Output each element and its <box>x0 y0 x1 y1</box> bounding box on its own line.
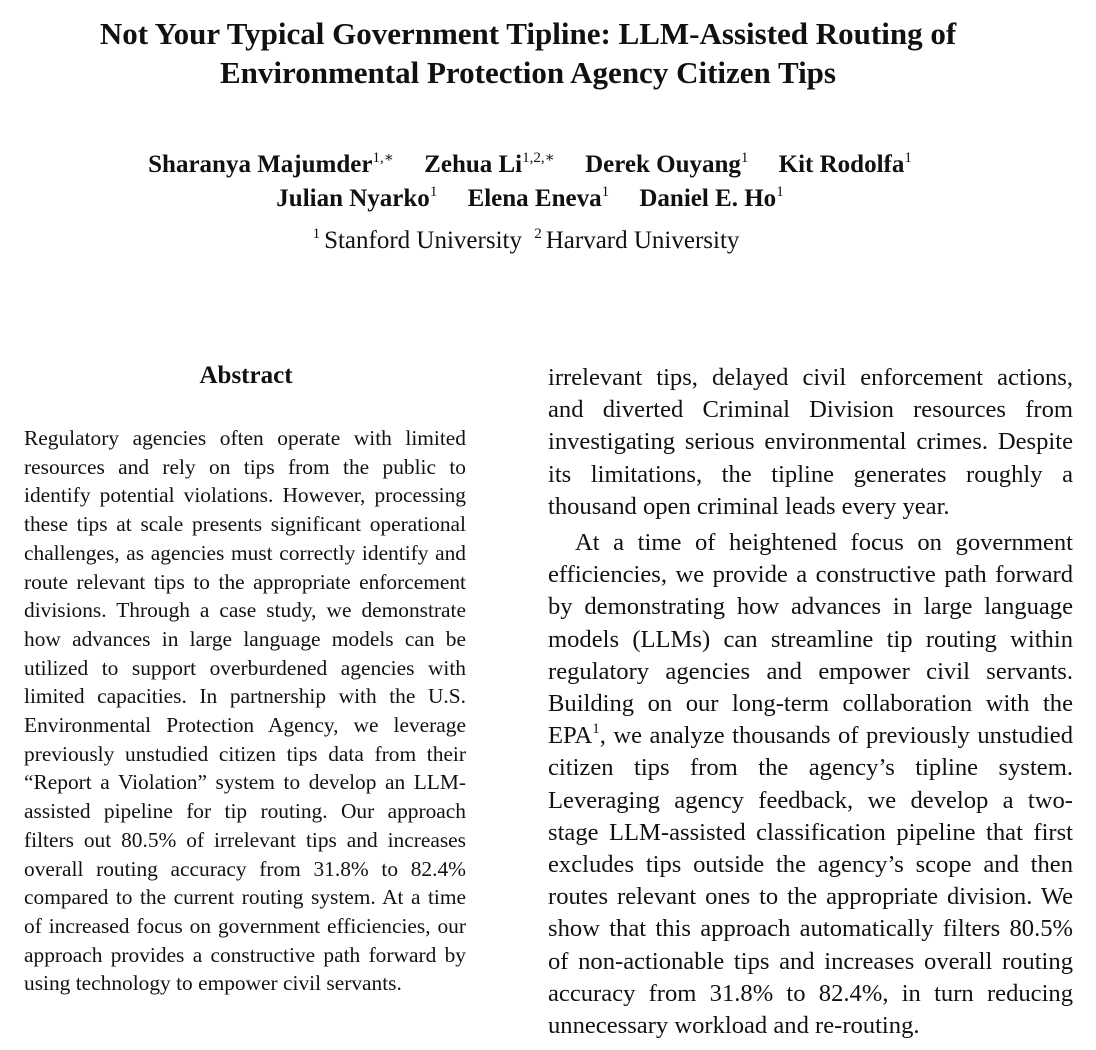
introduction-column <box>548 362 1073 1042</box>
author-affiliation-mark: 1 <box>776 184 784 200</box>
author-row-1 <box>0 148 1060 182</box>
affiliation: $^1$ Stanford University <box>312 226 522 254</box>
author: Sharanya Majumder$^{1,∗}$ <box>148 150 394 178</box>
paper-title <box>0 14 1056 92</box>
title-line-1: Not Your Typical Government Tipline: LLM-Assisted Routing of <box>99 16 957 51</box>
author-affiliation-mark: 1 <box>601 184 610 200</box>
affiliations <box>0 224 1052 258</box>
affiliation: $^2$ Harvard University <box>534 226 740 254</box>
author-row-2 <box>0 182 1060 216</box>
abstract-text: Regulatory agencies often operate with limited resources and rely on tips from the public to identify potential violations. However, processing these tips at scale presents significant operational challenges, as agencies must correctly identify and route relevant tips to the appropriate enforcement divisions. Through a case study, we demonstrate how advances in large language models can be utilized to support overburdened agencies with limited capacities. In partnership with the U.S. Environmental Protection Agency, we leverage previously unstudied citizen tips data from their “Report a Violation” system to develop an LLM-assisted pipeline for tip routing. Our approach filters out 80.5% of irrelevant tips and increases overall routing accuracy from 31.8% to 82.4% compared to the current routing system. At a time of increased focus on government efficiencies, our approach provides a constructive path forward by using technology to empower civil servants. <box>24 426 466 996</box>
abstract-heading: Abstract <box>199 362 293 389</box>
author-affiliation-mark: 1 <box>740 150 749 166</box>
intro-paragraph-2: At a time of heightened focus on government efficiencies, we provide a constructive path forward by demonstrating how advances in large language models (LLMs) can streamline tip routing within regulatory agencies and empower civil servants. Building on our long-term collaboration with the EPA$^1$, we analyze thousands of previously unstudied citizen tips from the agency’s tipline system. Leveraging agency feedback, we develop a two-stage LLM-assisted classification pipeline that first excludes tips outside the agency’s scope and then routes relevant ones to the appropriate division. We show that this approach automatically filters 80.5% of non-actionable tips and increases overall routing accuracy from 31.8% to 82.4%, in turn reducing unnecessary workload and re-routing. <box>548 529 1073 1040</box>
author: Derek Ouyang$^1$ <box>585 150 749 178</box>
author: Kit Rodolfa$^1$ <box>778 150 912 178</box>
author-affiliation-mark: 1,∗ <box>372 150 394 166</box>
author-affiliation-mark: 1,2,∗ <box>522 150 555 166</box>
author: Daniel E. Ho$^1$ <box>639 184 784 212</box>
title-line-2: Environmental Protection Agency Citizen Tips <box>220 55 836 90</box>
author: Zehua $Li^{1,2,∗}$ <box>424 150 555 178</box>
author-affiliation-mark: 1 <box>904 150 912 166</box>
footnote-marker[interactable]: 1 <box>592 721 600 738</box>
author-list <box>0 148 1060 216</box>
author-affiliation-mark: 1 <box>429 184 438 200</box>
author: Elena Eneva$^1$ <box>467 184 610 212</box>
intro-paragraph-1: irrelevant tips, delayed civil enforcement actions, and diverted Criminal Division resources from investigating serious environmental crimes. Despite its limitations, the tipline generates roughly a thousand open criminal leads every year. <box>548 364 1073 520</box>
author: Julian Nyarko$^1$ <box>276 184 438 212</box>
